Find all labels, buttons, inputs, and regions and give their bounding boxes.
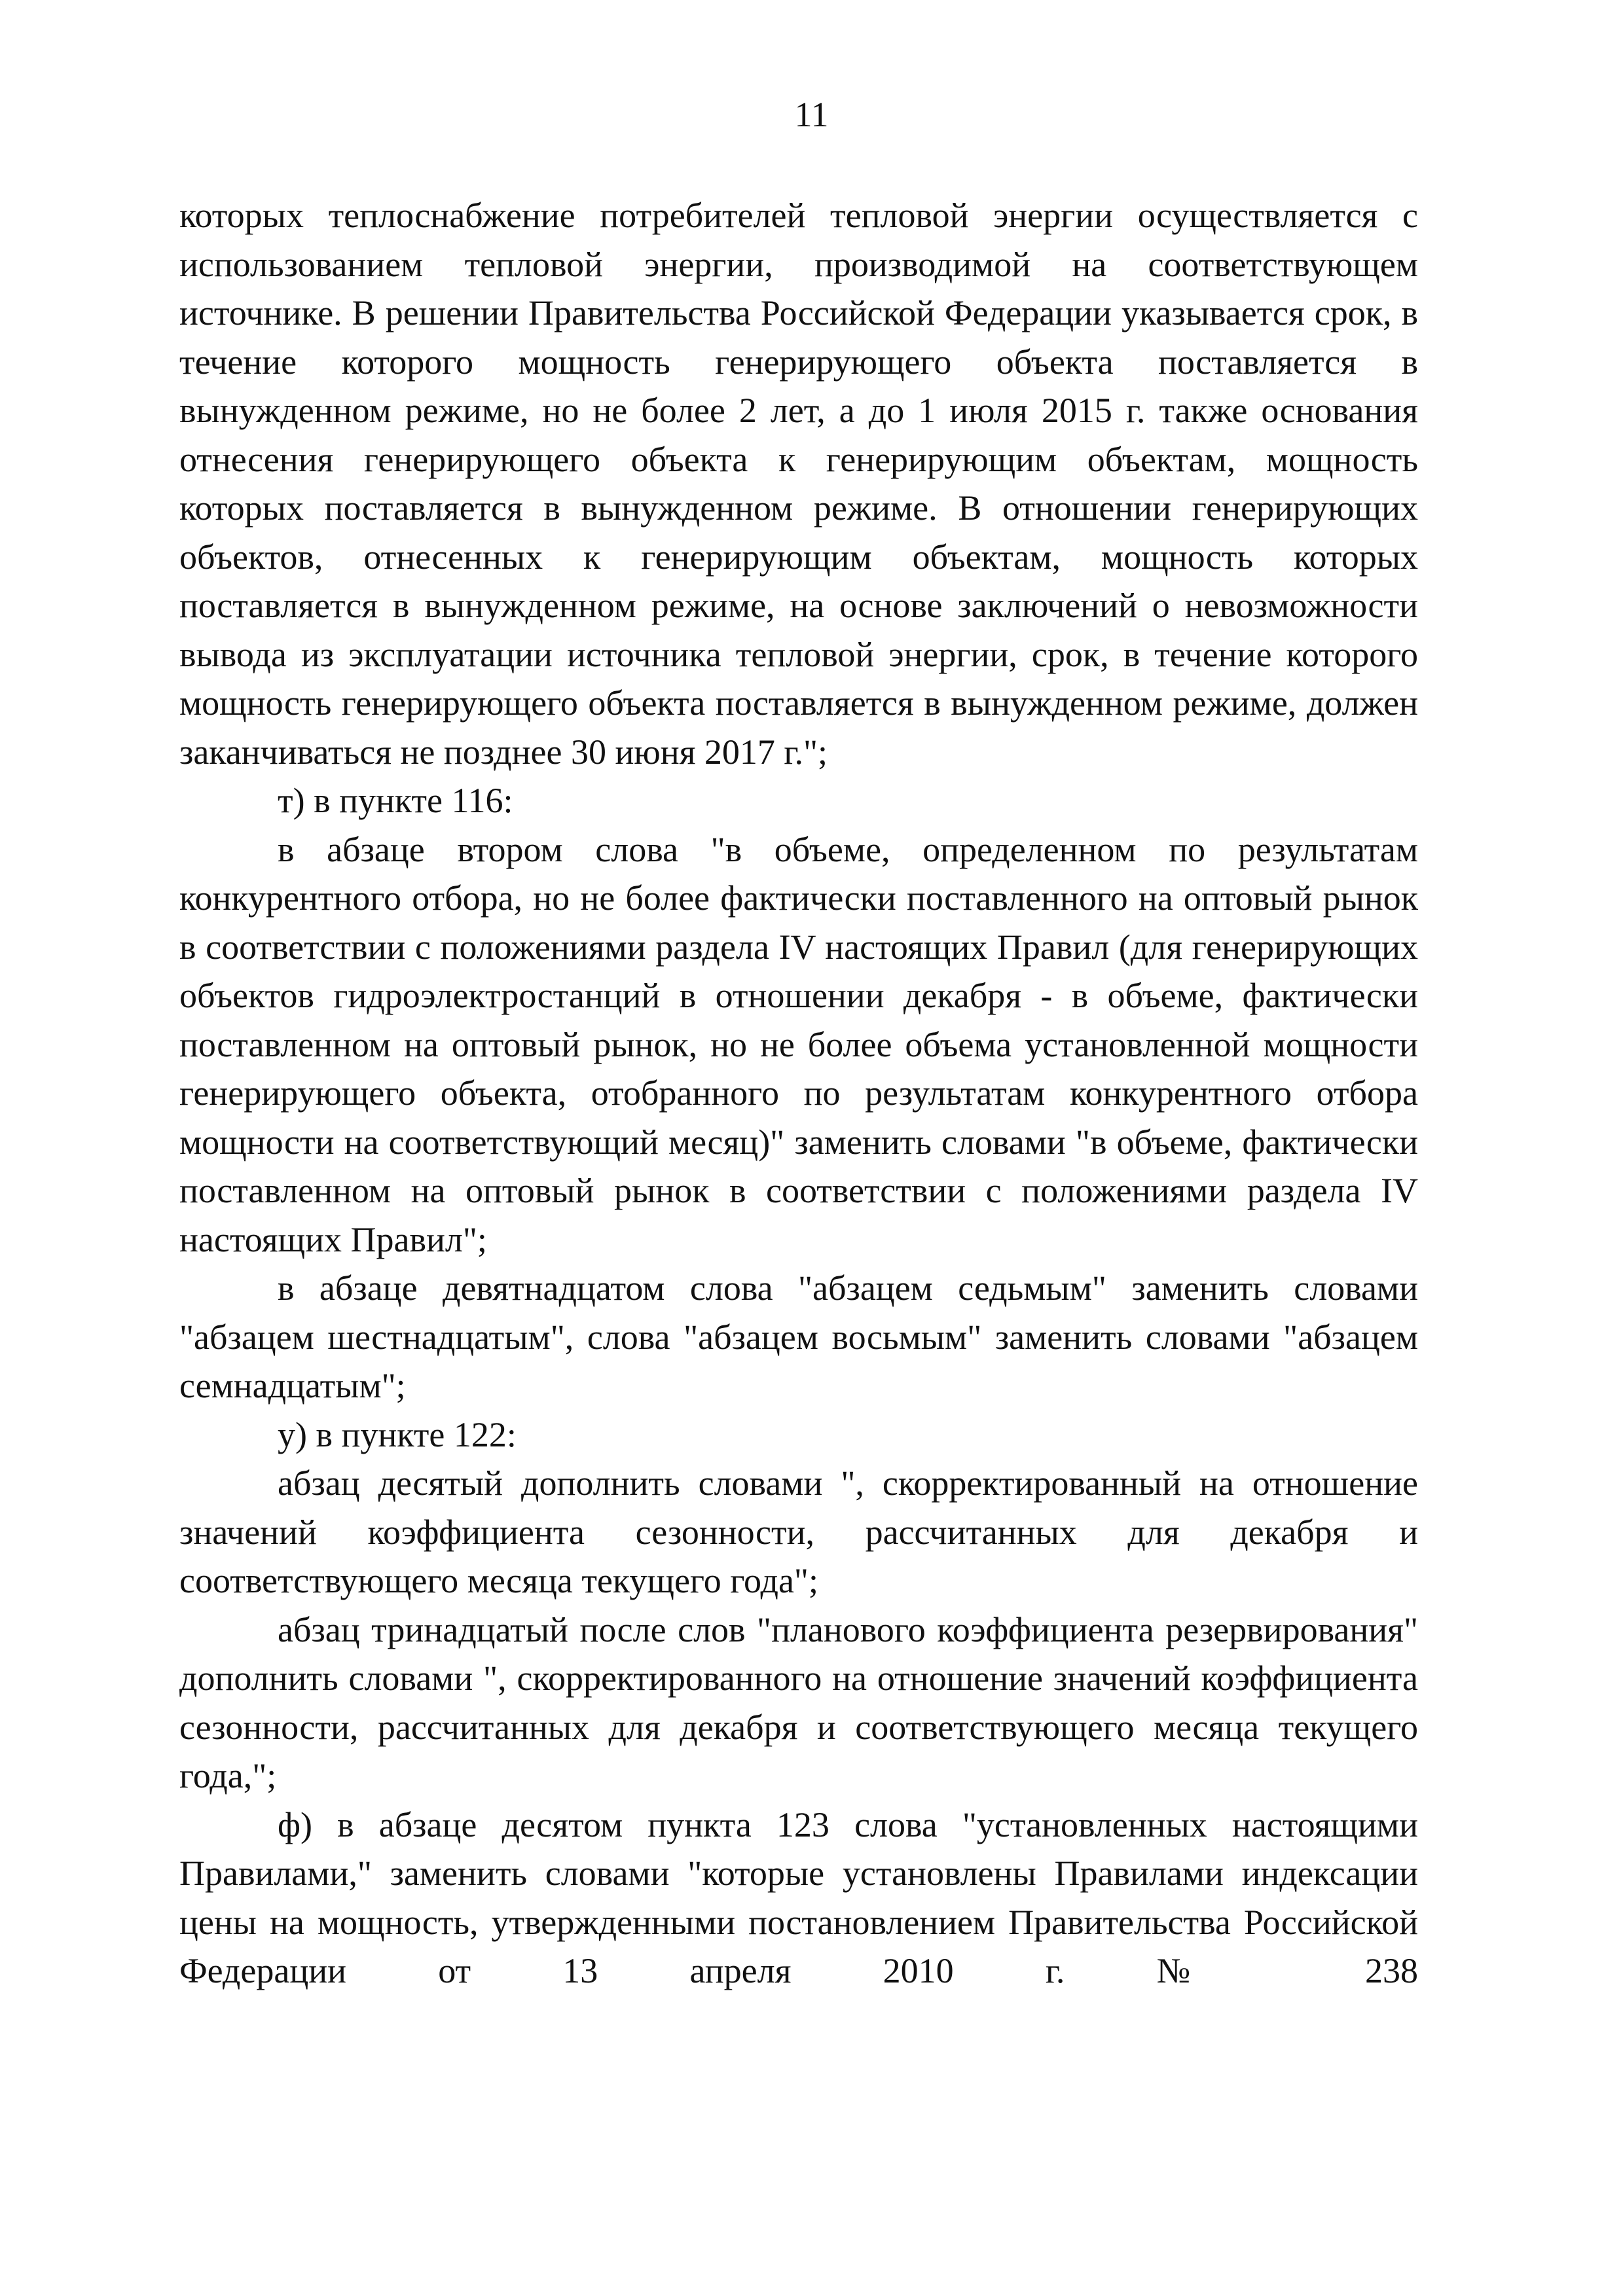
paragraph-item-f: ф) в абзаце десятом пункта 123 слова "установленных настоящими Правилами," заменить словами "которые установлены Правилами индексации цены на мощность, утвержденными постановлением Правительства Российской Федерации от 13 апреля 2010 г. № 238 [179,1804,1418,1990]
page-number: 11 [794,95,829,134]
paragraph-abzats-trinadtsatyy: абзац тринадцатый после слов "планового коэффициента резервирования" дополнить словами ", скорректированного на отношение значений коэффициента сезонности, рассчитанных для декабря и соответствующего месяца текущего года,"; [179,1609,1418,1795]
paragraph-item-u: у) в пункте 122: [278,1414,517,1454]
document-body [179,191,1418,1996]
paragraph-abzats-vtoroy: в абзаце втором слова "в объеме, определенном по результатам конкурентного отбора, но не более фактически поставленного на оптовый рынок в соответствии с положениями раздела IV настоящих Правил (для генерирующих объектов гидроэлектростанций в отношении декабря - в объеме, фактически поставленном на оптовый рынок, но не более объема установленной мощности генерирующего объекта, отобранного по результатам конкурентного отбора мощности на соответствующий месяц)" заменить словами "в объеме, фактически поставленном на оптовый рынок в соответствии с положениями раздела IV настоящих Правил"; [179,829,1418,1259]
paragraph-abzats-devyatnadtsatyy: в абзаце девятнадцатом слова "абзацем седьмым" заменить словами "абзацем шестнадцатым", слова "абзацем восьмым" заменить словами "абзацем семнадцатым"; [179,1268,1418,1405]
paragraph-continuation: которых теплоснабжение потребителей тепловой энергии осуществляется с использованием тепловой энергии, производимой на соответствующем источнике. В решении Правительства Российской Федерации указывается срок, в течение которого мощность генерирующего объекта поставляется в вынужденном режиме, но не более 2 лет, а до 1 июля 2015 г. также основания отнесения генерирующего объекта к генерирующим объектам, мощность которых поставляется в вынужденном режиме. В отношении генерирующих объектов, отнесенных к генерирующим объектам, мощность которых поставляется в вынужденном режиме, на основе заключений о невозможности вывода из эксплуатации источника тепловой энергии, срок, в течение которого мощность генерирующего объекта поставляется в вынужденном режиме, должен заканчиваться не позднее 30 июня 2017 г."; [179,196,1418,772]
paragraph-item-t: т) в пункте 116: [278,781,513,820]
paragraph-abzats-desyatyy: абзац десятый дополнить словами ", скорректированный на отношение значений коэффициента сезонности, рассчитанных для декабря и соответствующего месяца текущего года"; [179,1463,1418,1600]
